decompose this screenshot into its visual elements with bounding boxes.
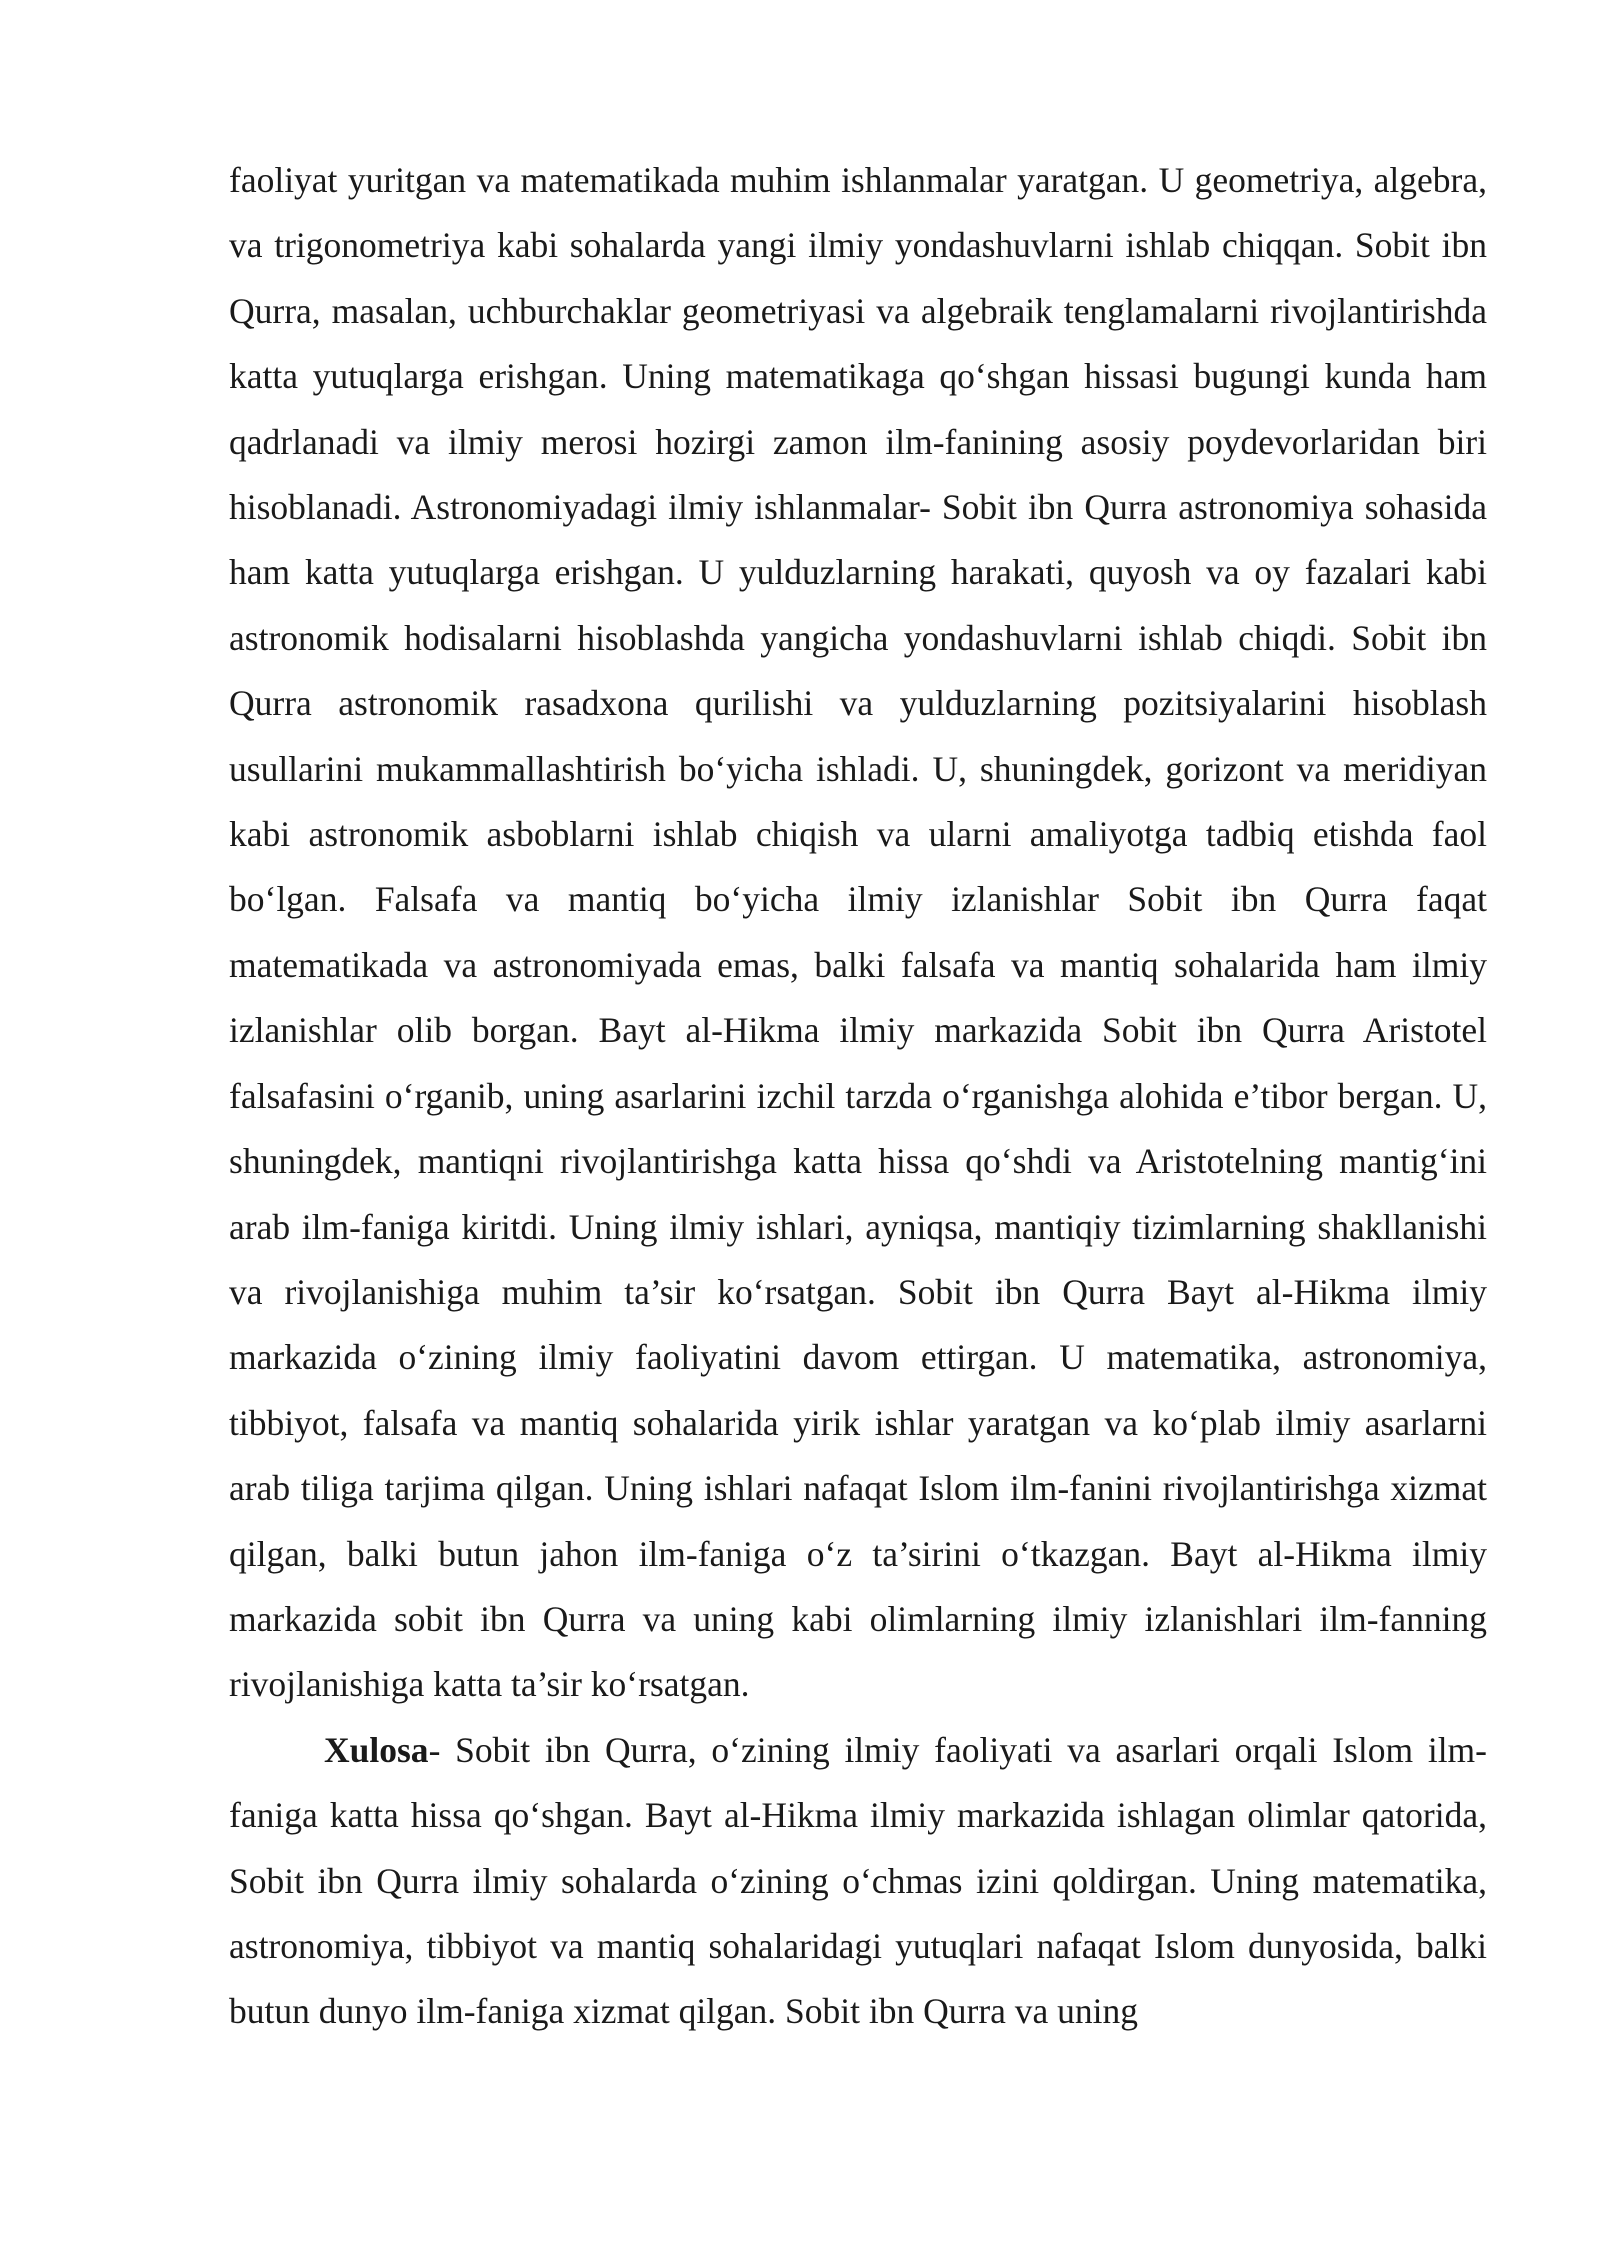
- body-paragraph: faoliyat yuritgan va matematikada muhim ishlanmalar yaratgan. U geometriya, algebra, va trigonometriya kabi sohalarda yangi ilmiy yondashuvlarni ishlab chiqqan. Sobit ibn Qurra, masalan, uchburchaklar geometriyasi va algebraik tenglamalarni rivojlantirishda katta yutuqlarga erishgan. Uning matematikaga qo‘shgan hissasi bugungi kunda ham qadrlanadi va ilmiy merosi hozirgi zamon ilm-fanining asosiy poydevorlaridan biri hisoblanadi. Astronomiyadagi ilmiy ishlanmalar- Sobit ibn Qurra astronomiya sohasida ham katta yutuqlarga erishgan. U yulduzlarning harakati, quyosh va oy fazalari kabi astronomik hodisalarni hisoblashda yangicha yondashuvlarni ishlab chiqdi. Sobit ibn Qurra astronomik rasadxona qurilishi va yulduzlarning pozitsiyalarini hisoblash usullarini mukammallashtirish bo‘yicha ishladi. U, shuningdek, gorizont va meridiyan kabi astronomik asboblarni ishlab chiqish va ularni amaliyotga tadbiq etishda faol bo‘lgan. Falsafa va mantiq bo‘yicha ilmiy izlanishlar Sobit ibn Qurra faqat matematikada va astronomiyada emas, balki falsafa va mantiq sohalarida ham ilmiy izlanishlar olib borgan. Bayt al-Hikma ilmiy markazida Sobit ibn Qurra Aristotel falsafasini o‘rganib, uning asarlarini izchil tarzda o‘rganishga alohida e’tibor bergan. U, shuningdek, mantiqni rivojlantirishga katta hissa qo‘shdi va Aristotelning mantig‘ini arab ilm-faniga kiritdi. Uning ilmiy ishlari, ayniqsa, mantiqiy tizimlarning shakllanishi va rivojlanishiga muhim ta’sir ko‘rsatgan. Sobit ibn Qurra Bayt al-Hikma ilmiy markazida o‘zining ilmiy faoliyatini davom ettirgan. U matematika, astronomiya, tibbiyot, falsafa va mantiq sohalarida yirik ishlar yaratgan va ko‘plab ilmiy asarlarni arab tiliga tarjima qilgan. Uning ishlari nafaqat Islom ilm-fanini rivojlantirishga xizmat qilgan, balki butun jahon ilm-faniga o‘z ta’sirini o‘tkazgan. Bayt al-Hikma ilmiy markazida sobit ibn Qurra va uning kabi olimlarning ilmiy izlanishlari ilm-fanning rivojlanishiga katta ta’sir ko‘rsatgan.: [229, 160, 1487, 1705]
- conclusion-label: Xulosa: [324, 1729, 429, 1770]
- conclusion-text: - Sobit ibn Qurra, o‘zining ilmiy faoliyati va asarlari orqali Islom ilm-faniga katta hissa qo‘shgan. Bayt al-Hikma ilmiy markazida ishlagan olimlar qatorida, Sobit ibn Qurra ilmiy sohalarda o‘zining o‘chmas izini qoldirgan. Uning matematika, astronomiya, tibbiyot va mantiq sohalaridagi yutuqlari nafaqat Islom dunyosida, balki butun dunyo ilm-faniga xizmat qilgan. Sobit ibn Qurra va uning: [229, 1729, 1487, 2032]
- conclusion-paragraph: [229, 1718, 1487, 2045]
- body-text: [229, 148, 1487, 2045]
